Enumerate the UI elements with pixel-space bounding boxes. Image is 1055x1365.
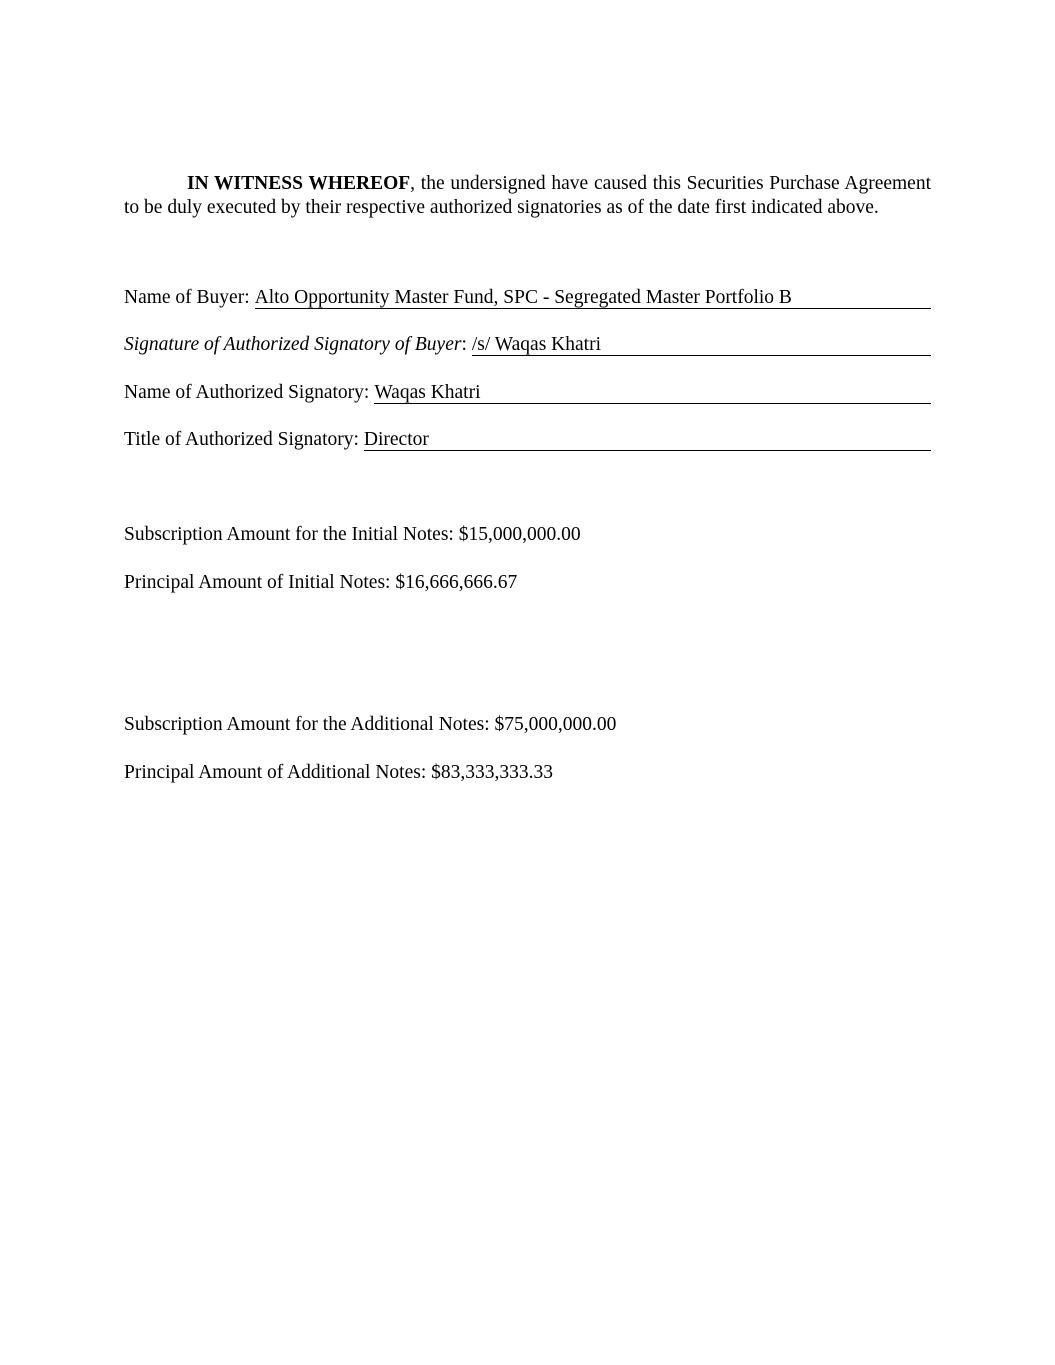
initial-subscription-amount: Subscription Amount for the Initial Notes: $15,000,000.00	[124, 524, 581, 545]
buyer-name-line	[124, 286, 931, 312]
signatory-name-line	[124, 381, 931, 407]
signature-label: Signature of Authorized Signatory of Buyer	[124, 334, 462, 355]
additional-subscription-amount: Subscription Amount for the Additional Notes: $75,000,000.00	[124, 714, 617, 735]
additional-principal-amount: Principal Amount of Additional Notes: $83,333,333.33	[124, 762, 553, 783]
signatory-title-line	[124, 428, 931, 454]
signature-line	[124, 333, 931, 359]
buyer-name-label: Name of Buyer:	[124, 287, 250, 308]
signatory-title-label: Title of Authorized Signatory:	[124, 429, 359, 450]
signature-label-wrap	[124, 333, 467, 359]
witness-lead: IN WITNESS WHEREOF	[187, 173, 411, 194]
buyer-name-value: Alto Opportunity Master Fund, SPC - Segregated Master Portfolio B	[255, 286, 931, 309]
signature-colon: :	[461, 334, 467, 355]
witness-paragraph	[124, 172, 931, 220]
signatory-title-value: Director	[364, 428, 931, 451]
signatory-name-label: Name of Authorized Signatory:	[124, 382, 370, 403]
witness-body: , the undersigned have caused this Securities Purchase Agreement to be duly executed by their respective authorized signatories as of the date first indicated above.	[124, 173, 931, 218]
signatory-name-value: Waqas Khatri	[374, 381, 931, 404]
initial-principal-amount: Principal Amount of Initial Notes: $16,666,666.67	[124, 572, 518, 593]
signature-value: /s/ Waqas Khatri	[472, 333, 931, 356]
